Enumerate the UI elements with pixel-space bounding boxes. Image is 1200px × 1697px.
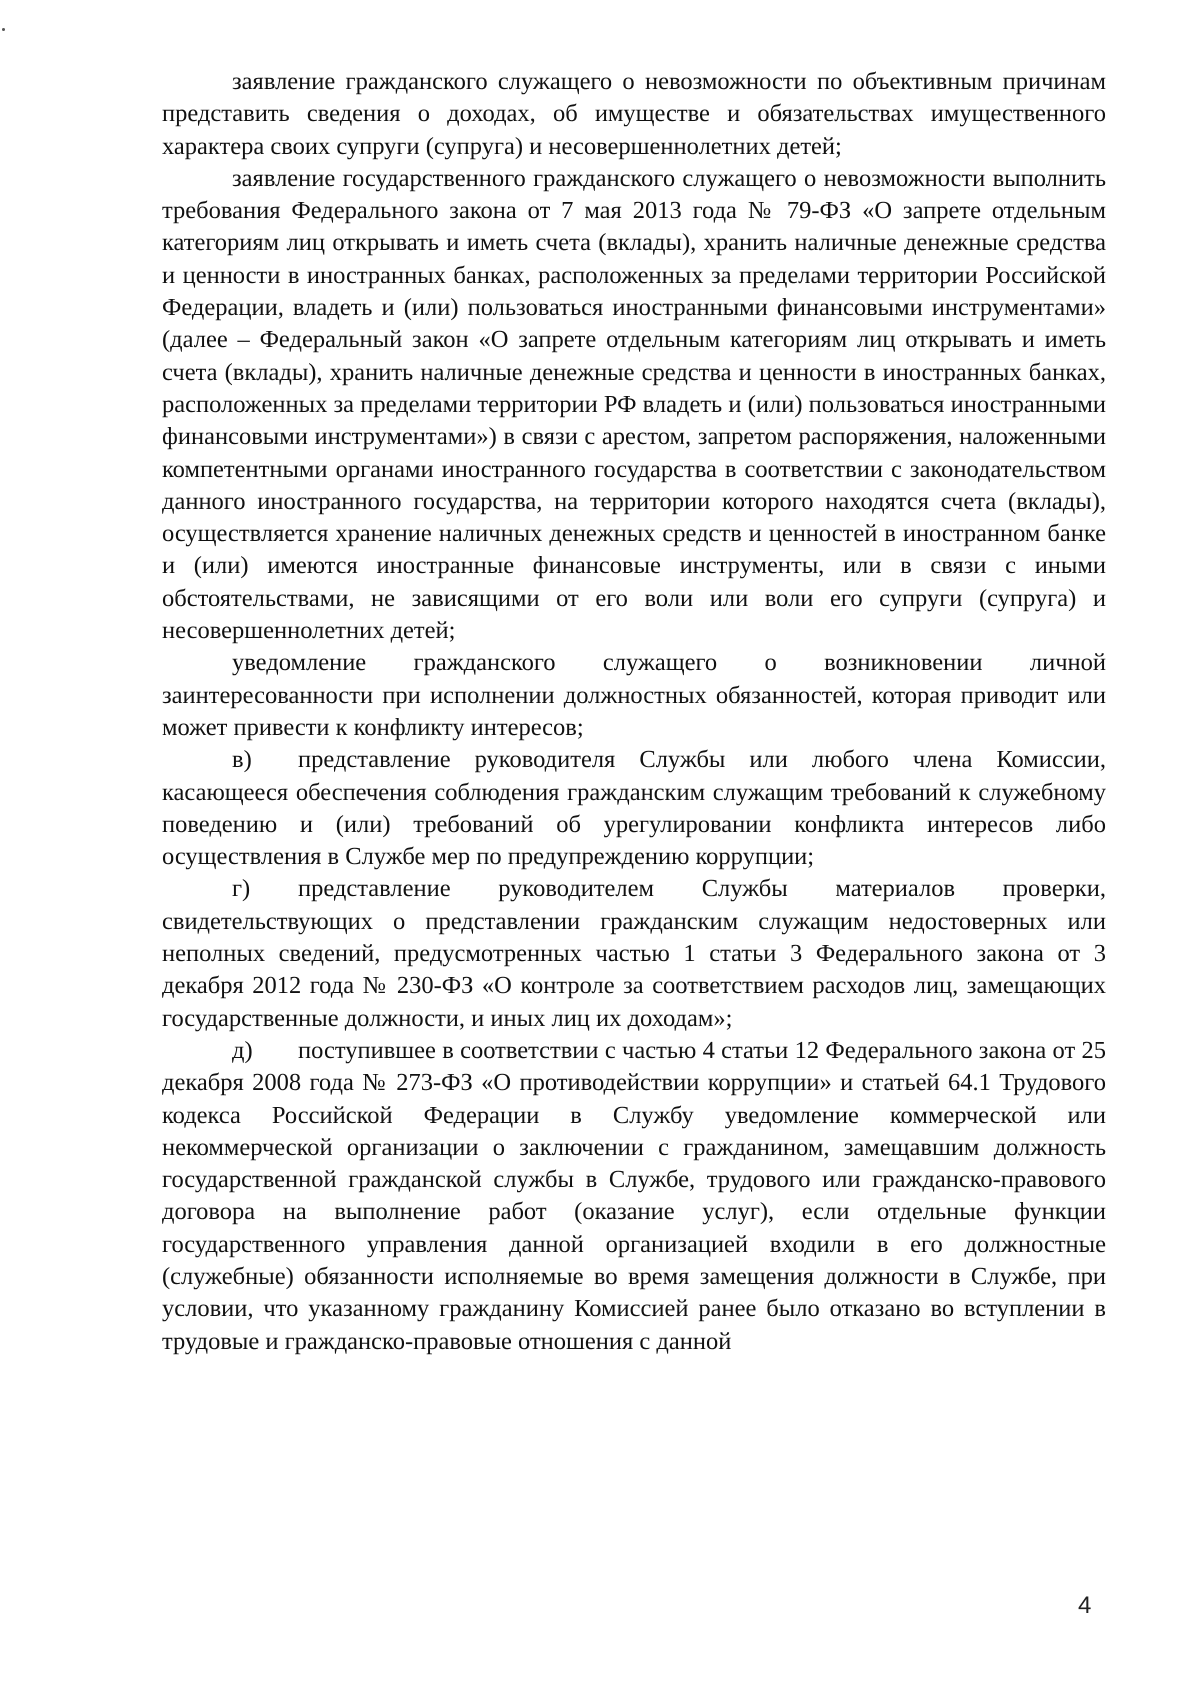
paragraph-conflict-notice <box>162 647 1106 744</box>
page-number: 4 <box>1078 1592 1092 1619</box>
list-item-d <box>162 1035 1106 1358</box>
scan-artifact <box>2 28 5 31</box>
paragraph-text: поступившее в соответствии с частью 4 статьи 12 Федерального закона от 25 декабря 2008 года № 273-ФЗ «О противодействии коррупции» и статьей 64.1 Трудового кодекса Российской Федерации в Службу уведомление коммерческой или некоммерческой организации о заключении с гражданином, замещавшим должность государственной гражданской службы в Службе, трудового или гражданско-правового договора на выполнение работ (оказание услуг), если отдельные функции государственного управления данной организацией входили в его должностные (служебные) обязанности исполняемые во время замещения должности в Службе, при условии, что указанному гражданину Комиссией ранее было отказано во вступлении в трудовые и гражданско-правовые отношения с данной <box>162 1036 1106 1355</box>
list-item-g <box>162 873 1106 1034</box>
paragraph-text: представление руководителем Службы материалов проверки, свидетельствующих о представлении гражданским служащим недостоверных или неполных сведений, предусмотренных частью 1 статьи 3 Федерального закона от 3 декабря 2012 года № 230-ФЗ «О контроле за соответствием расходов лиц, замещающих государственные должности, и иных лиц их доходам»; <box>162 875 1106 1032</box>
paragraph-foreign-accounts-statement <box>162 163 1106 647</box>
paragraph-text: заявление гражданского служащего о невозможности по объективным причинам представить сведения о доходах, об имуществе и обязательствах имущественного характера своих супруги (супруга) и несовершеннолетних детей; <box>162 68 1106 160</box>
paragraph-text: заявление государственного гражданского служащего о невозможности выполнить требования Федерального закона от 7 мая 2013 года № 79-ФЗ «О запрете отдельным категориям лиц открывать и иметь счета (вклады), хранить наличные денежные средства и ценности в иностранных банках, расположенных за пределами территории Российской Федерации, владеть и (или) пользоваться иностранными финансовыми инструментами» (далее – Федеральный закон «О запрете отдельным категориям лиц открывать и иметь счета (вклады), хранить наличные денежные средства и ценности в иностранных банках, расположенных за пределами территории РФ владеть и (или) пользоваться иностранными финансовыми инструментами») в связи с арестом, запретом распоряжения, наложенными компетентными органами иностранного государства в соответствии с законодательством данного иностранного государства, на территории которого находятся счета (вклады), осуществляется хранение наличных денежных средств и ценностей в иностранном банке и (или) имеются иностранные финансовые инструменты, или в связи с иными обстоятельствами, не зависящими от его воли или воли его супруги (супруга) и несовершеннолетних детей; <box>162 164 1106 645</box>
paragraph-income-statement <box>162 66 1106 163</box>
paragraph-text: представление руководителя Службы или любого члена Комиссии, касающееся обеспечения соблюдения гражданским служащим требований к служебному поведению и (или) требований об урегулировании конфликта интересов либо осуществления в Службе мер по предупреждению коррупции; <box>162 746 1106 871</box>
list-marker: в) <box>232 746 252 774</box>
paragraph-text: уведомление гражданского служащего о возникновении личной заинтересованности при исполнении должностных обязанностей, которая приводит или может привести к конфликту интересов; <box>162 649 1106 741</box>
document-body <box>162 66 1106 1358</box>
list-marker: д) <box>232 1036 253 1064</box>
list-marker: г) <box>232 875 251 903</box>
list-item-v <box>162 744 1106 873</box>
